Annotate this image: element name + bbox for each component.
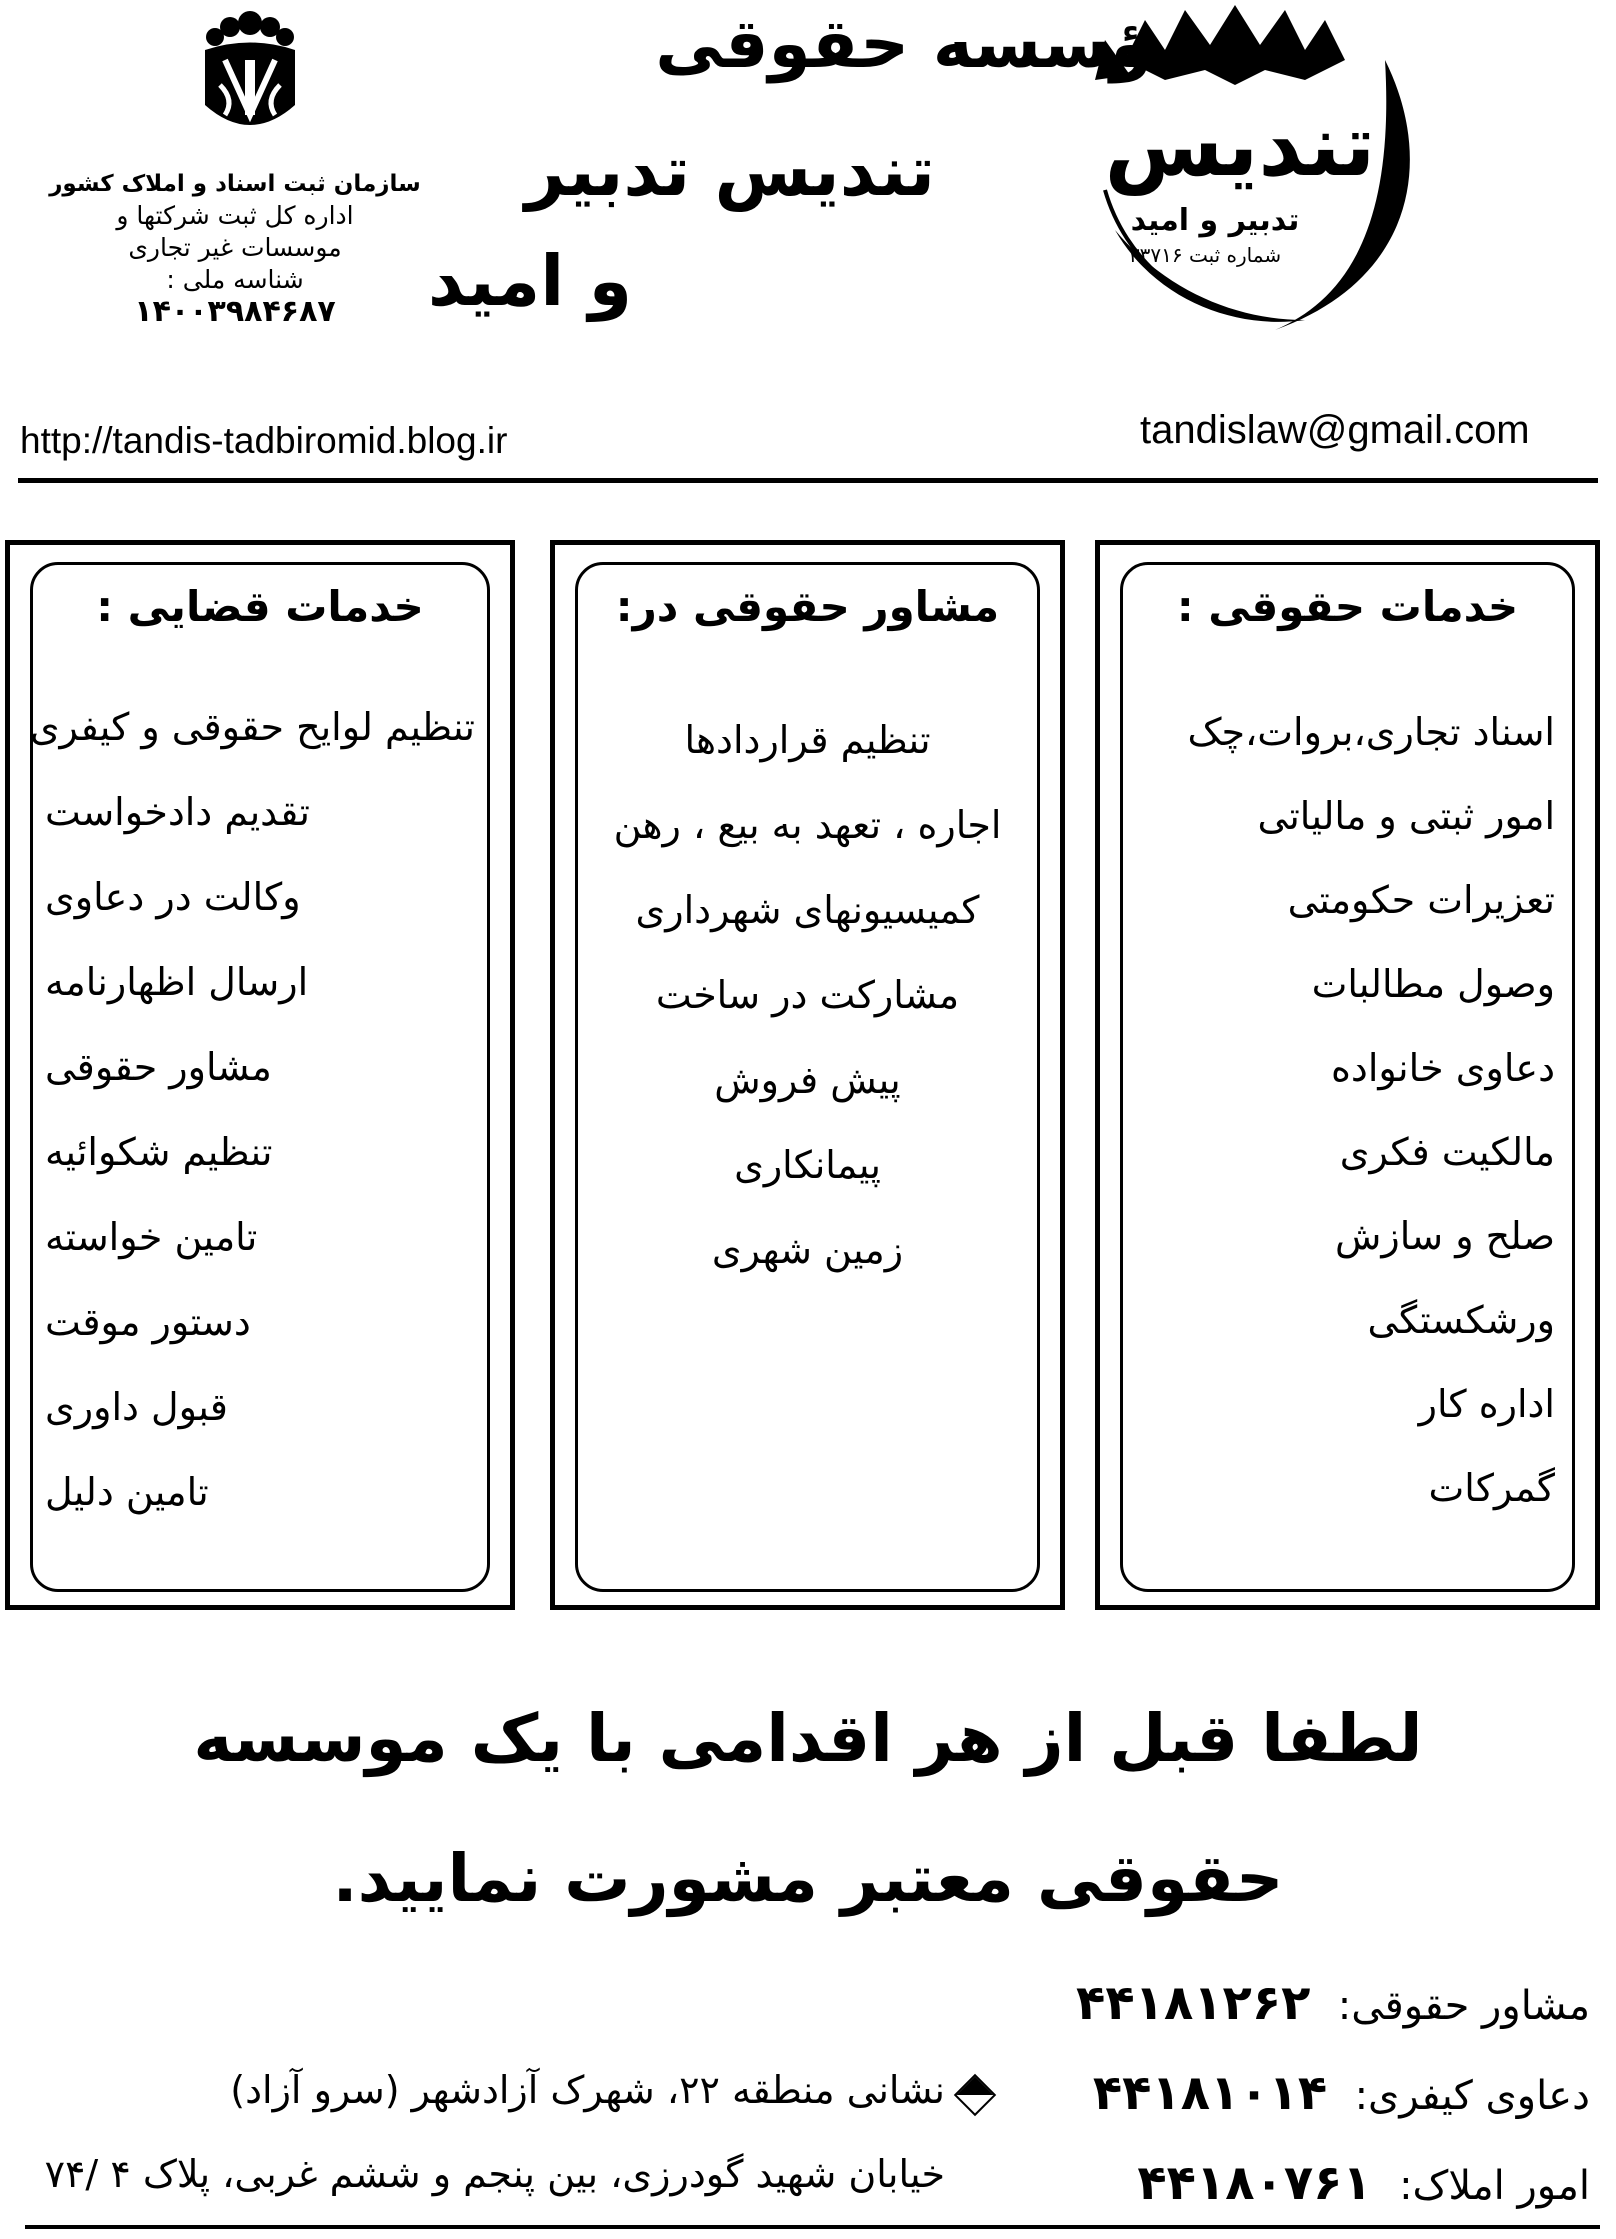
- phone-label: امور املاک:: [1399, 2163, 1590, 2209]
- reg-line4: شناسه ملی :: [166, 265, 304, 294]
- list-item: اسناد تجاری،بروات،چک: [1187, 710, 1555, 754]
- registration-emblem-icon: [185, 5, 315, 145]
- header-divider: [18, 478, 1598, 483]
- phone-number[interactable]: ۴۴۱۸۱۲۶۲: [1076, 1975, 1311, 2031]
- list-item: دستور موقت: [45, 1300, 251, 1344]
- consultant-title: مشاور حقوقی در:: [615, 582, 1000, 631]
- list-item: مالکیت فکری: [1339, 1130, 1555, 1174]
- legal-services-title: خدمات حقوقی :: [1176, 582, 1519, 631]
- legal-services-list: [1130, 710, 1555, 1550]
- list-item: کمیسیونهای شهرداری: [635, 888, 980, 932]
- national-id: ۱۴۰۰۳۹۸۴۶۸۷: [134, 294, 336, 329]
- list-item: تامین دلیل: [45, 1470, 209, 1514]
- list-item: گمرکات: [1428, 1466, 1555, 1510]
- list-item: اداره کار: [1418, 1382, 1555, 1426]
- reg-line3: موسسات غیر تجاری: [128, 233, 342, 262]
- list-item: امور ثبتی و مالیاتی: [1257, 794, 1555, 838]
- phone-property: [1030, 2155, 1590, 2211]
- list-item: ارسال اظهارنامه: [45, 960, 309, 1004]
- phone-criminal: [1030, 2065, 1590, 2121]
- reg-line1: سازمان ثبت اسناد و املاک کشور: [49, 171, 421, 197]
- phone-number[interactable]: ۴۴۱۸۱۰۱۴: [1092, 2065, 1328, 2121]
- list-item: تنظیم لوایح حقوقی و کیفری: [29, 705, 475, 749]
- institute-title-line1: مؤسسه حقوقی: [655, 5, 1195, 84]
- institute-title-line3: و امید: [427, 240, 633, 322]
- list-item: قبول داوری: [45, 1385, 228, 1429]
- phone-label: دعاوی کیفری:: [1354, 2073, 1590, 2119]
- address-line1: نشانی منطقه ۲۲، شهرک آزادشهر (سرو آزاد): [230, 2068, 945, 2112]
- list-item: وصول مطالبات: [1311, 962, 1555, 1006]
- list-item: اجاره ، تعهد به بیع ، رهن: [613, 803, 1002, 847]
- logo-reg: شماره ثبت ۳۳۷۱۶: [1128, 243, 1282, 267]
- list-item: پیمانکاری: [734, 1143, 881, 1187]
- notice-line1: لطفا قبل از هر اقدامی با یک موسسه: [193, 1700, 1423, 1777]
- list-item: تعزیرات حکومتی: [1287, 878, 1555, 922]
- list-item: تنظیم شکوائیه: [45, 1130, 273, 1174]
- list-item: زمین شهری: [711, 1228, 904, 1272]
- address-bullet-icon: [954, 2074, 996, 2116]
- list-item: مشارکت در ساخت: [655, 973, 960, 1017]
- list-item: پیش فروش: [714, 1058, 901, 1102]
- list-item: ورشکستگی: [1367, 1298, 1555, 1342]
- list-item: تقدیم دادخواست: [45, 790, 310, 834]
- logo-name: تندیس: [1104, 96, 1376, 196]
- registration-info: [40, 168, 430, 328]
- list-item: مشاور حقوقی: [45, 1045, 272, 1089]
- list-item: وکالت در دعاوی: [45, 875, 301, 919]
- list-item: صلح و سازش: [1334, 1214, 1555, 1258]
- notice-line2: حقوقی معتبر مشورت نمایید.: [332, 1840, 1284, 1917]
- email-link[interactable]: tandislaw@gmail.com: [1140, 408, 1530, 452]
- address-line2: خیابان شهید گودرزی، بین پنجم و ششم غربی، پلاک ۴ /۷۴: [44, 2152, 945, 2196]
- website-link[interactable]: http://tandis-tadbiromid.blog.ir: [20, 420, 508, 461]
- consultant-list: [585, 718, 1030, 1313]
- reg-line2: اداره کل ثبت شرکتها و: [116, 201, 354, 230]
- logo-subtitle: تدبیر و امید: [1130, 203, 1300, 238]
- judicial-services-list: [29, 705, 475, 1555]
- list-item: تامین خواسته: [45, 1215, 258, 1259]
- phone-label: مشاور حقوقی:: [1337, 1983, 1590, 2029]
- judicial-services-title: خدمات قضایی :: [96, 582, 424, 631]
- phone-consultant: [1030, 1975, 1590, 2031]
- list-item: دعاوی خانواده: [1330, 1046, 1555, 1090]
- institute-title-line2: تندیس تدبیر: [524, 130, 936, 212]
- footer-divider: [25, 2225, 1600, 2229]
- list-item: تنظیم قراردادها: [684, 718, 931, 762]
- phone-number[interactable]: ۴۴۱۸۰۷۶۱: [1137, 2155, 1372, 2211]
